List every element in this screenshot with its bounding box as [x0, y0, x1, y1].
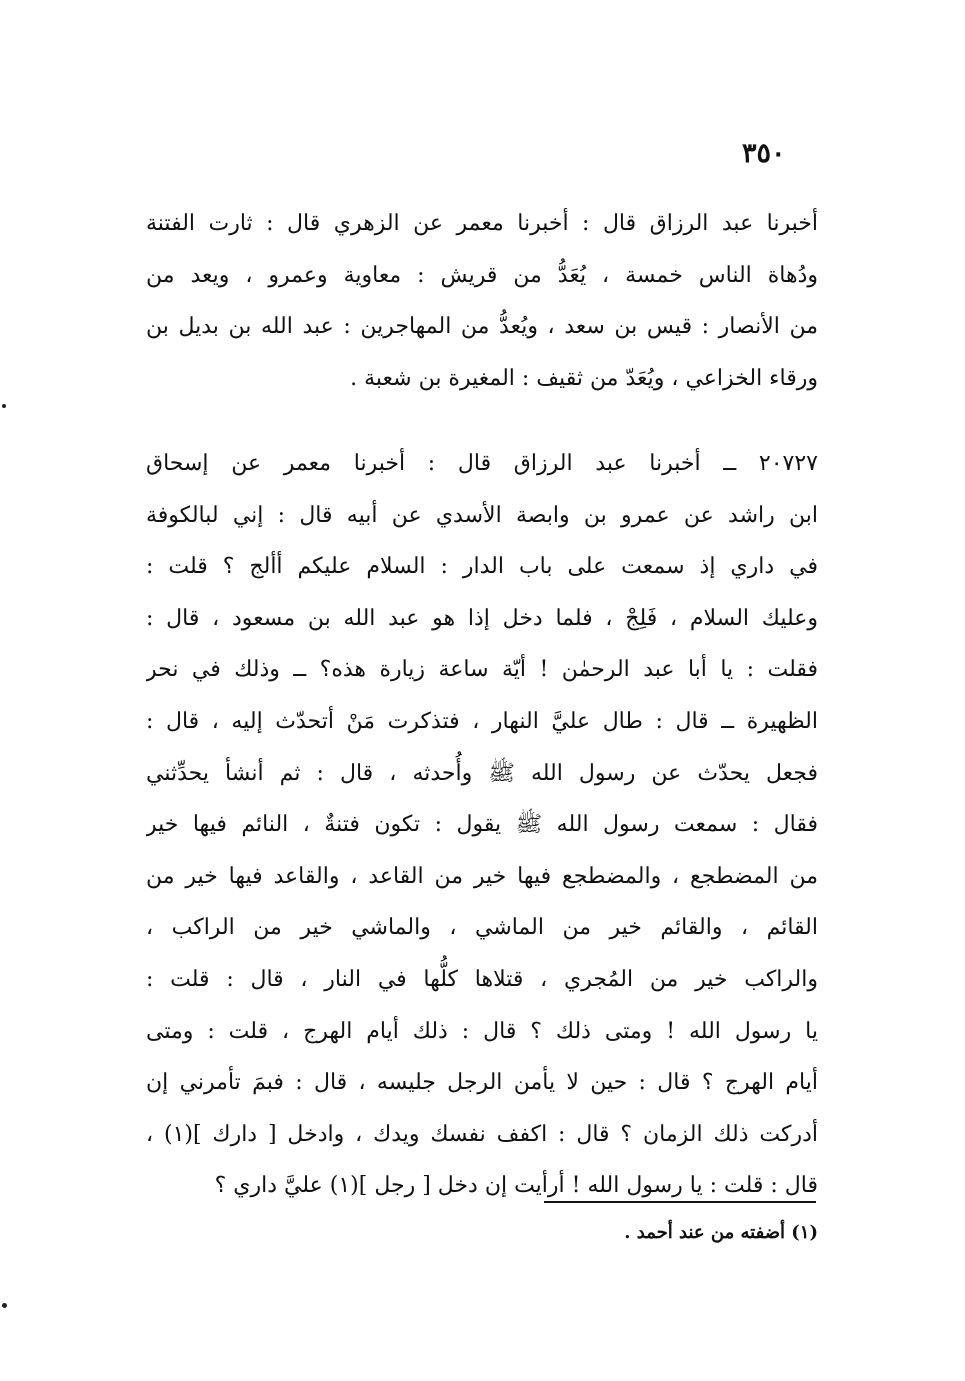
- page-number: ٣٥٠: [742, 138, 786, 169]
- footnote: (١) أضفته من عند أحمد .: [624, 1222, 818, 1243]
- paragraph-2: [146, 438, 818, 1212]
- text-line: يا رسول الله ! ومتى ذلك ؟ قال : ذلك أيام الهرج ، قلت : ومتى: [146, 1018, 818, 1044]
- text-line: ودُهاة الناس خمسة ، يُعَدُّ من قريش : معاوية وعمرو ، ويعد من: [146, 262, 818, 288]
- paragraph-1: [146, 198, 818, 404]
- text-line: فقلت : يا أبا عبد الرحمٰن ! أيّة ساعة زيارة هذه؟ ــ وذلك في نحر: [146, 657, 818, 683]
- scan-speck: [2, 1303, 7, 1308]
- text-line: أدركت ذلك الزمان ؟ قال : اكفف نفسك ويدك ، وادخل [ دارك ](١) ،: [146, 1121, 818, 1147]
- text-line: القائم ، والقائم خير من الماشي ، والماشي خير من الراكب ،: [146, 915, 818, 941]
- footnote-divider: [544, 1201, 816, 1203]
- text-line: في داري إذ سمعت على باب الدار : السلام عليكم أألج ؟ قلت :: [146, 554, 818, 580]
- scan-speck: [2, 404, 6, 408]
- text-line: أيام الهرج ؟ قال : حين لا يأمن الرجل جليسه ، قال : فبمَ تأمرني إن: [146, 1070, 818, 1096]
- text-line: قال : قلت : يا رسول الله ! أرأيت إن دخل [ رجل ](١) عليَّ داري ؟: [214, 1173, 818, 1199]
- text-line: الظهيرة ــ قال : طال عليَّ النهار ، فتذكرت مَنْ أتحدّث إليه ، قال :: [146, 708, 818, 734]
- text-line: من المضطجع ، والمضطجع فيها خير من القاعد ، والقاعد فيها خير من: [146, 863, 818, 889]
- text-line: ورقاء الخزاعي ، ويُعَدّ من ثقيف : المغيرة بن شعبة .: [350, 365, 818, 391]
- text-line: ابن راشد عن عمرو بن وابصة الأسدي عن أبيه قال : إني لبالكوفة: [146, 502, 818, 528]
- text-line: فجعل يحدّث عن رسول الله ﷺ وأُحدثه ، قال : ثم أنشأ يحدِّثني: [146, 760, 818, 786]
- text-line: فقال : سمعت رسول الله ﷺ يقول : تكون فتنةٌ ، النائم فيها خير: [146, 812, 818, 838]
- text-line: أخبرنا عبد الرزاق قال : أخبرنا معمر عن الزهري قال : ثارت الفتنة: [146, 211, 818, 236]
- text-line: وعليك السلام ، فَلِجْ ، فلما دخل إذا هو عبد الله بن مسعود ، قال :: [146, 605, 818, 631]
- text-line: من الأنصار : قيس بن سعد ، ويُعدُّ من المهاجرين : عبد الله بن بديل بن: [146, 314, 818, 340]
- text-line: ٢٠٧٢٧ ــ أخبرنا عبد الرزاق قال : أخبرنا معمر عن إسحاق: [146, 451, 818, 476]
- text-line: والراكب خير من المُجري ، قتلاها كلُّها في النار ، قال : قلت :: [146, 966, 818, 992]
